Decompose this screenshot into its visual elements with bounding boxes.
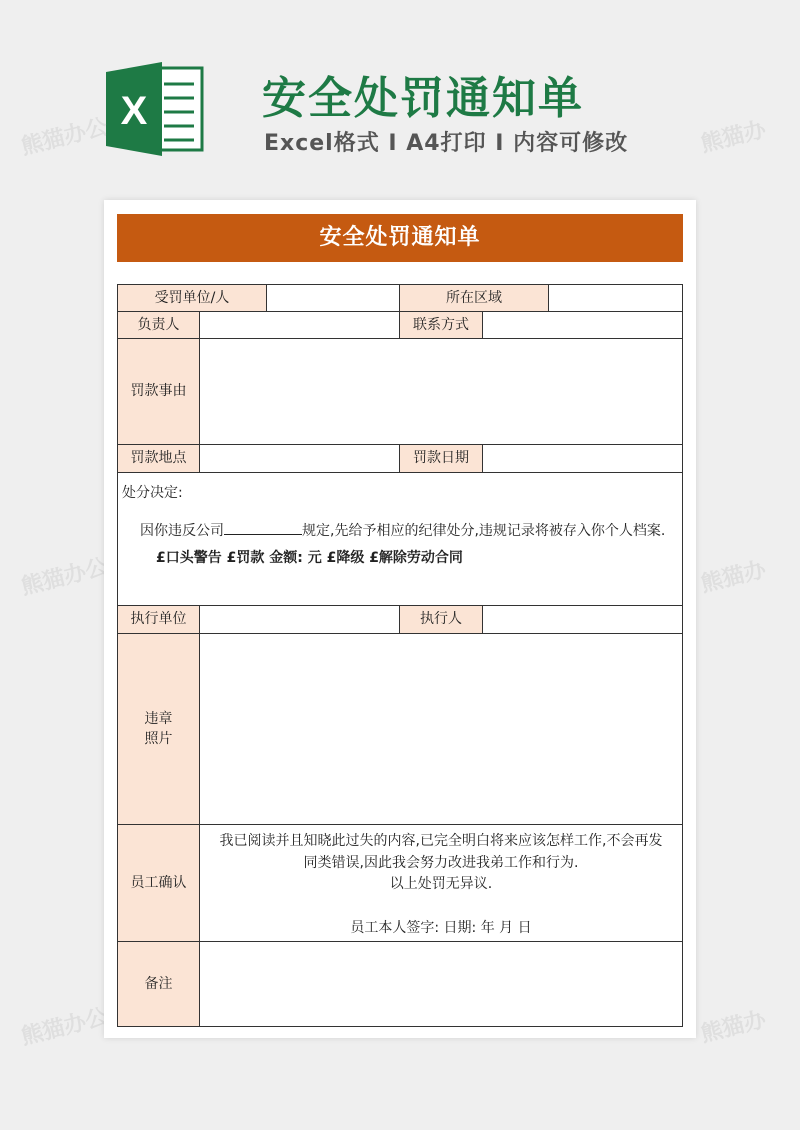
field-executor[interactable]: [482, 605, 683, 634]
field-responsible[interactable]: [199, 311, 400, 339]
label-exec-unit: 执行单位: [117, 605, 200, 634]
field-reason[interactable]: [199, 338, 683, 445]
page-subtitle: Excel格式 I A4打印 I 内容可修改: [264, 131, 629, 156]
label-contact: 联系方式: [399, 311, 483, 339]
form-sheet: [104, 200, 696, 1038]
field-date[interactable]: [482, 444, 683, 473]
field-area[interactable]: [548, 284, 683, 312]
label-photo-line1: 违章: [144, 710, 173, 727]
label-confirm: 员工确认: [117, 824, 200, 942]
rule-blank[interactable]: [224, 523, 302, 535]
decision-section: [117, 472, 683, 606]
label-penalized: 受罚单位/人: [117, 284, 267, 312]
field-contact[interactable]: [482, 311, 683, 339]
watermark: 熊猫办: [698, 117, 769, 158]
signature-line: 员工本人签字: 日期: 年 月 日: [350, 920, 532, 937]
watermark: 熊猫办公: [18, 554, 111, 601]
label-responsible: 负责人: [117, 311, 200, 339]
page-title: 安全处罚通知单: [262, 73, 584, 124]
label-date: 罚款日期: [399, 444, 483, 473]
label-photo-line2: 照片: [144, 731, 173, 747]
label-place: 罚款地点: [117, 444, 200, 473]
field-exec-unit[interactable]: [199, 605, 400, 634]
logo-letter: X: [120, 89, 148, 133]
field-remarks[interactable]: [199, 941, 683, 1027]
confirm-line1: 我已阅读并且知晓此过失的内容,已完全明白将来应该怎样工作,不会再发: [219, 833, 663, 849]
field-penalized[interactable]: [266, 284, 400, 312]
form-banner: 安全处罚通知单: [117, 214, 683, 262]
confirm-line3: 以上处罚无异议.: [389, 876, 493, 893]
decision-text-after: 规定,先给予相应的纪律处分,违规记录将被存入你个人档案.: [302, 522, 666, 539]
watermark: 熊猫办: [698, 557, 769, 598]
label-photo: [117, 633, 200, 825]
label-executor: 执行人: [399, 605, 483, 634]
decision-options: £口头警告 £罚款 金额: 元 £降级 £解除劳动合同: [156, 550, 463, 567]
confirm-line2: 同类错误,因此我会努力改进我弟工作和行为.: [303, 854, 579, 871]
decision-title: 处分决定:: [122, 485, 183, 501]
field-photo[interactable]: [199, 633, 683, 825]
field-place[interactable]: [199, 444, 400, 473]
label-remarks: 备注: [117, 941, 200, 1027]
watermark: 熊猫办: [698, 1007, 769, 1048]
watermark: 熊猫办公: [18, 114, 111, 161]
label-area: 所在区域: [399, 284, 549, 312]
decision-text-before: 因你违反公司: [140, 522, 224, 539]
watermark: 熊猫办公: [18, 1004, 111, 1051]
label-reason: 罚款事由: [117, 338, 200, 445]
excel-logo-icon: [104, 60, 204, 158]
decision-text: [122, 521, 678, 543]
confirm-text-block: [199, 824, 683, 942]
